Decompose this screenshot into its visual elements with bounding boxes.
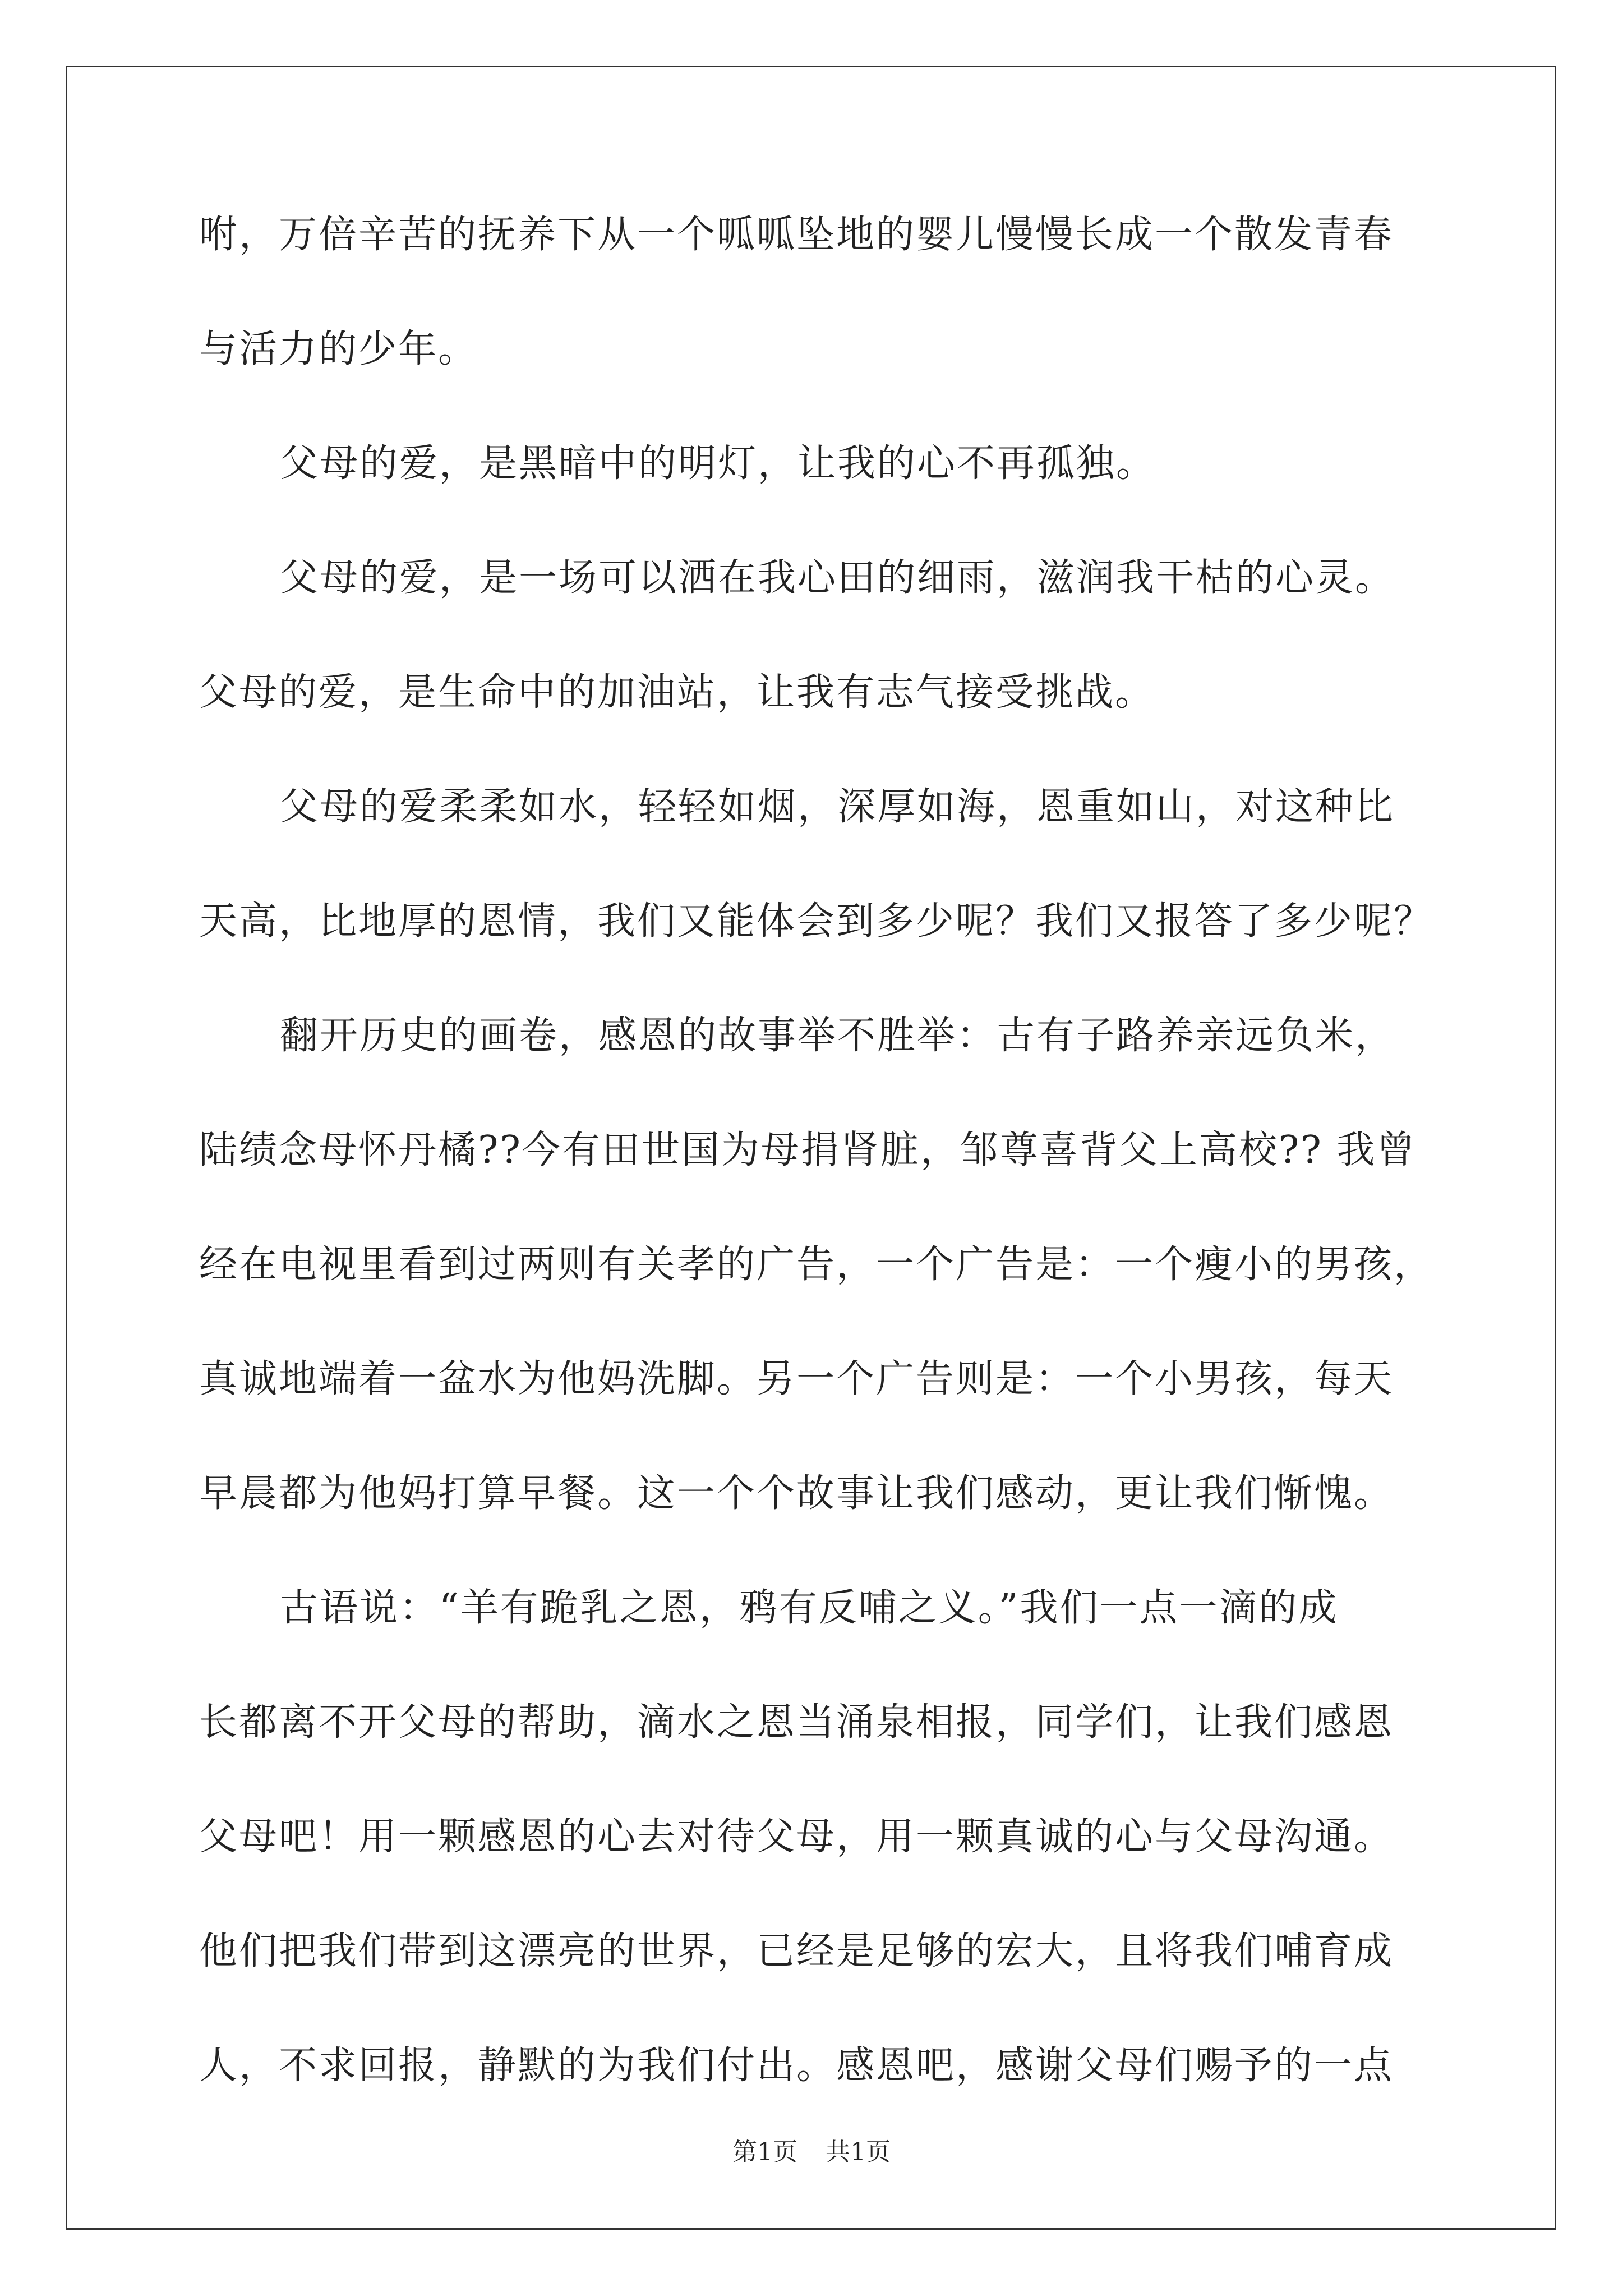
document-body <box>199 213 1434 2161</box>
text-line: 咐，万倍辛苦的抚养下从一个呱呱坠地的婴儿慢慢长成一个散发青春 <box>199 213 1394 257</box>
text-line: 长都离不开父母的帮助，滴水之恩当涌泉相报，同学们，让我们感恩 <box>199 1700 1394 1745</box>
page-footer <box>0 2132 1623 2168</box>
text-line: 人，不求回报，静默的为我们付出。感恩吧，感谢父母们赐予的一点 <box>199 2044 1394 2088</box>
text-line: 真诚地端着一盆水为他妈洗脚。另一个广告则是：一个小男孩，每天 <box>199 1357 1394 1401</box>
text-line: 父母的爱，是一场可以洒在我心田的细雨，滋润我干枯的心灵。 <box>280 556 1395 600</box>
text-line: 早晨都为他妈打算早餐。这一个个故事让我们感动，更让我们惭愧。 <box>199 1471 1394 1516</box>
text-line: 古语说：“羊有跪乳之恩，鸦有反哺之义。”我们一点一滴的成 <box>280 1586 1339 1630</box>
text-line: 与活力的少年。 <box>199 327 478 371</box>
text-line: 天高，比地厚的恩情，我们又能体会到多少呢？我们又报答了多少呢？ <box>199 899 1434 944</box>
text-line: 经在电视里看到过两则有关孝的广告，一个广告是：一个瘦小的男孩， <box>199 1243 1434 1287</box>
text-line: 父母的爱，是黑暗中的明灯，让我的心不再孤独。 <box>280 441 1156 486</box>
page-number-current: 第1页 <box>732 2138 797 2166</box>
text-line: 父母的爱柔柔如水，轻轻如烟，深厚如海，恩重如山，对这种比 <box>280 785 1395 829</box>
page-number-total: 共1页 <box>826 2138 891 2166</box>
text-line: 翻开历史的画卷，感恩的故事举不胜举：古有子路养亲远负米， <box>280 1014 1395 1058</box>
text-line: 陆绩念母怀丹橘??今有田世国为母捐肾脏，邹尊喜背父上高校?? 我曾 <box>199 1128 1417 1172</box>
text-line: 他们把我们带到这漂亮的世界，已经是足够的宏大，且将我们哺育成 <box>199 1929 1394 1973</box>
text-line: 父母的爱，是生命中的加油站，让我有志气接受挑战。 <box>199 670 1155 715</box>
text-line: 父母吧！用一颗感恩的心去对待父母，用一颗真诚的心与父母沟通。 <box>199 1815 1394 1859</box>
